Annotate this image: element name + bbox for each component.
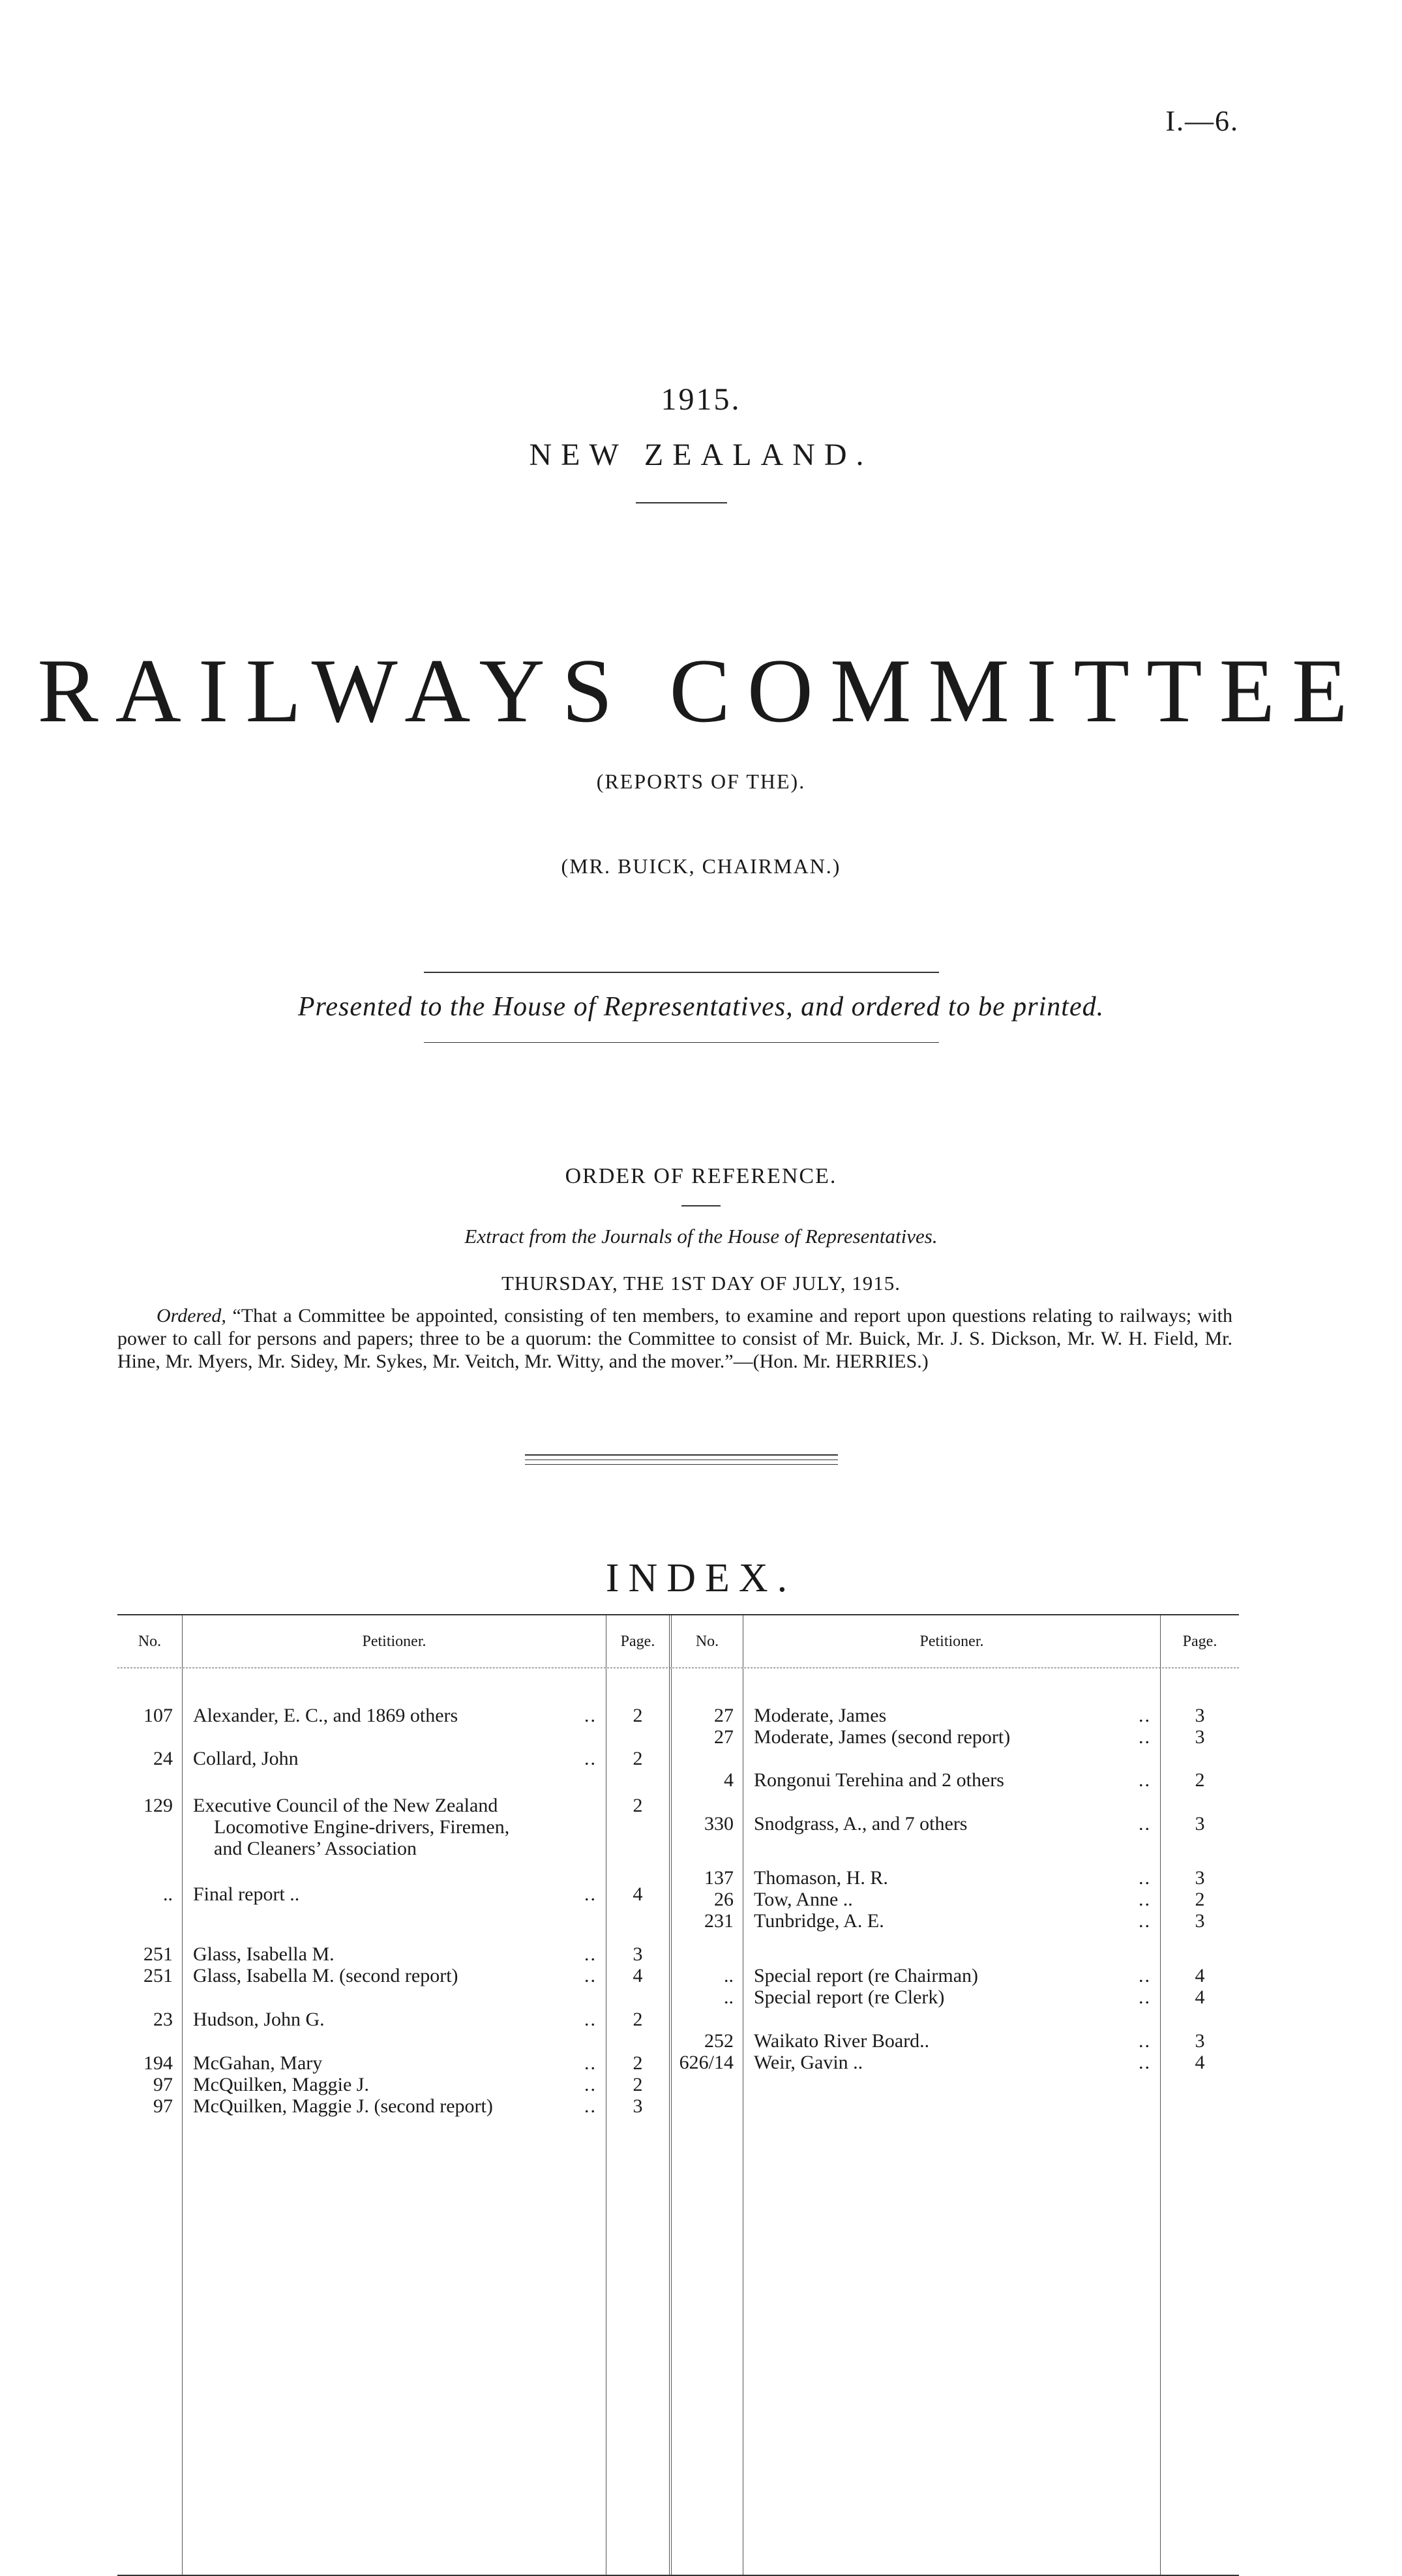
leader-dots: .. <box>1139 2052 1151 2073</box>
journal-extract-line: Extract from the Journals of the House of Representatives. <box>464 1225 938 1248</box>
petitioner-name: Waikato River Board.. <box>754 2030 930 2052</box>
leader-dots: .. <box>1139 1867 1151 1889</box>
petitioner-entry <box>183 2095 606 2117</box>
right-page-column <box>1161 1668 1239 2575</box>
petitioner-entry <box>183 1965 606 1986</box>
petitioner-entry <box>743 2052 1160 2073</box>
leader-dots: .. <box>584 2052 597 2074</box>
page-number: 2 <box>1195 1769 1205 1791</box>
index-table-header <box>117 1615 1239 1668</box>
page-number: 4 <box>1195 1986 1205 2008</box>
page-number: 3 <box>633 2095 643 2117</box>
leader-dots: .. <box>584 2074 597 2095</box>
divider <box>525 1464 838 1465</box>
row-number: 27 <box>714 1726 734 1748</box>
petitioner-name: Hudson, John G. <box>193 2009 325 2030</box>
presented-line: Presented to the House of Representatives, and ordered to be printed. <box>297 992 1105 1022</box>
year: 1915. <box>661 382 741 417</box>
petitioner-entry <box>743 2030 1160 2052</box>
page-number: 3 <box>1195 1726 1205 1748</box>
chairman-line: (MR. BUICK, CHAIRMAN.) <box>561 854 841 878</box>
page-number: 4 <box>1195 1965 1205 1986</box>
divider <box>636 502 727 503</box>
petitioner-name: Special report (re Chairman) <box>754 1965 979 1986</box>
row-number: 231 <box>704 1910 734 1932</box>
petitioner-entry <box>183 1883 606 1905</box>
right-no-column <box>672 1668 743 2575</box>
row-number: 251 <box>143 1943 173 1965</box>
petitioner-name: Glass, Isabella M. (second report) <box>193 1965 458 1986</box>
left-no-column <box>117 1668 183 2575</box>
left-page-column <box>606 1668 672 2575</box>
petitioner-entry <box>183 2074 606 2095</box>
row-number: .. <box>724 1986 734 2008</box>
order-of-reference-heading: ORDER OF REFERENCE. <box>565 1164 837 1188</box>
petitioner-entry <box>183 2052 606 2074</box>
petitioner-entry <box>743 1867 1160 1889</box>
row-number: 194 <box>143 2052 173 2074</box>
page-number: 2 <box>633 1748 643 1769</box>
row-number: .. <box>163 1883 173 1905</box>
leader-dots: .. <box>1139 1889 1151 1910</box>
leader-dots: .. <box>1139 1813 1151 1835</box>
row-number: 251 <box>143 1965 173 1986</box>
petitioner-entry <box>743 1910 1160 1932</box>
row-number: 107 <box>143 1705 173 1726</box>
column-header-page: Page. <box>1182 1632 1217 1650</box>
divider <box>424 972 939 973</box>
column-header-petitioner: Petitioner. <box>183 1615 606 1668</box>
petitioner-name: Collard, John <box>193 1748 299 1769</box>
page-number: 4 <box>633 1883 643 1905</box>
leader-dots: .. <box>584 2095 597 2117</box>
page-number: 3 <box>1195 1867 1205 1889</box>
petitioner-entry <box>183 2009 606 2030</box>
divider <box>681 1205 721 1206</box>
row-number: 23 <box>153 2009 173 2030</box>
row-number: 137 <box>704 1867 734 1889</box>
page-number: 2 <box>1195 1889 1205 1910</box>
petitioner-entry <box>743 1726 1160 1748</box>
petitioner-name: Weir, Gavin .. <box>754 2052 863 2073</box>
row-number: .. <box>724 1965 734 1986</box>
leader-dots: .. <box>1139 1986 1151 2008</box>
petitioner-name: Tow, Anne .. <box>754 1889 853 1910</box>
petitioner-entry <box>183 1795 606 1859</box>
petitioner-name: Tunbridge, A. E. <box>754 1910 884 1932</box>
petitioner-entry <box>743 1813 1160 1835</box>
petitioner-entry <box>743 1965 1160 1986</box>
leader-dots: .. <box>584 1705 597 1726</box>
left-petitioner-column <box>183 1668 606 2575</box>
page-number: 3 <box>1195 1910 1205 1932</box>
column-header-no: No. <box>672 1615 743 1668</box>
leader-dots: .. <box>1139 1726 1151 1748</box>
row-number: 330 <box>704 1813 734 1835</box>
page-number: 2 <box>633 1795 643 1816</box>
petitioner-name: Rongonui Terehina and 2 others <box>754 1769 1004 1791</box>
page-number: 2 <box>633 2052 643 2074</box>
page-number: 2 <box>633 2009 643 2030</box>
petitioner-entry <box>743 1889 1160 1910</box>
leader-dots: .. <box>1139 1965 1151 1986</box>
petitioner-name: Alexander, E. C., and 1869 others <box>193 1705 458 1726</box>
leader-dots: .. <box>584 1965 597 1986</box>
row-number: 24 <box>153 1748 173 1769</box>
leader-dots: .. <box>1139 1769 1151 1791</box>
petitioner-entry <box>743 1705 1160 1726</box>
page-identifier: I.—6. <box>1165 105 1239 137</box>
petitioner-entry <box>743 1769 1160 1791</box>
petitioner-name: Thomason, H. R. <box>754 1867 888 1889</box>
page-number: 3 <box>1195 1705 1205 1726</box>
divider <box>525 1454 838 1456</box>
row-number: 27 <box>714 1705 734 1726</box>
petitioner-name: McGahan, Mary <box>193 2052 323 2074</box>
row-number: 252 <box>704 2030 734 2052</box>
ordered-word: Ordered, <box>157 1305 226 1326</box>
petitioner-name: McQuilken, Maggie J. (second report) <box>193 2095 493 2117</box>
leader-dots: .. <box>1139 2030 1151 2052</box>
leader-dots: .. <box>1139 1910 1151 1932</box>
page-number: 2 <box>633 1705 643 1726</box>
leader-dots: .. <box>1139 1705 1151 1726</box>
leader-dots: .. <box>584 1883 597 1905</box>
page-number: 4 <box>1195 2052 1205 2073</box>
row-number: 4 <box>724 1769 734 1791</box>
page-number: 2 <box>633 2074 643 2095</box>
index-table <box>117 1614 1239 2576</box>
row-number: 626/14 <box>679 2052 734 2073</box>
petitioner-name: Snodgrass, A., and 7 others <box>754 1813 968 1835</box>
petitioner-name: Moderate, James <box>754 1705 887 1726</box>
petitioner-name: McQuilken, Maggie J. <box>193 2074 369 2095</box>
petitioner-name: Special report (re Clerk) <box>754 1986 945 2008</box>
leader-dots: .. <box>584 1943 597 1965</box>
row-number: 97 <box>153 2074 173 2095</box>
petitioner-entry <box>183 1943 606 1965</box>
petitioner-entry <box>183 1748 606 1769</box>
petitioner-entry <box>183 1705 606 1726</box>
order-paragraph <box>117 1304 1232 1373</box>
petitioner-name: Final report .. <box>193 1883 300 1905</box>
column-header-page: Page. <box>606 1615 672 1668</box>
page-number: 4 <box>633 1965 643 1986</box>
petitioner-name: Executive Council of the New Zealand Locomotive Engine-drivers, Firemen, and Cleaners’ Association <box>193 1795 510 1859</box>
page-number: 3 <box>633 1943 643 1965</box>
order-text: “That a Committee be appointed, consisting of ten members, to examine and report upon questions relating to railways; with power to call for persons and papers; three to be a quorum: the Committee to consist of Mr. Buick, Mr. J. S. Dickson, Mr. W. H. Field, Mr. Hine, Mr. Myers, Mr. Sidey, Mr. Sykes, Mr. Veitch, Mr. Witty, and the mover.”—(Hon. Mr. HERRIES.) <box>117 1305 1233 1372</box>
petitioner-name: Moderate, James (second report) <box>754 1726 1011 1748</box>
petitioner-name: Glass, Isabella M. <box>193 1943 335 1965</box>
document-subtitle: (REPORTS OF THE). <box>596 770 806 793</box>
index-heading: INDEX. <box>605 1556 797 1600</box>
row-number: 129 <box>143 1795 173 1816</box>
country-heading: NEW ZEALAND. <box>529 438 873 472</box>
leader-dots: .. <box>584 1748 597 1769</box>
document-title: RAILWAYS COMMITTEE <box>37 640 1365 741</box>
petitioner-entry <box>743 1986 1160 2008</box>
right-petitioner-column <box>743 1668 1161 2575</box>
column-header-no: No. <box>117 1615 183 1668</box>
row-number: 26 <box>714 1889 734 1910</box>
row-number: 97 <box>153 2095 173 2117</box>
date-line: THURSDAY, THE 1ST DAY OF JULY, 1915. <box>501 1272 901 1295</box>
page-number: 3 <box>1195 1813 1205 1835</box>
divider <box>424 1042 939 1043</box>
leader-dots: .. <box>584 2009 597 2030</box>
index-table-body <box>117 1668 1239 2575</box>
page-number: 3 <box>1195 2030 1205 2052</box>
column-header-petitioner: Petitioner. <box>743 1615 1161 1668</box>
